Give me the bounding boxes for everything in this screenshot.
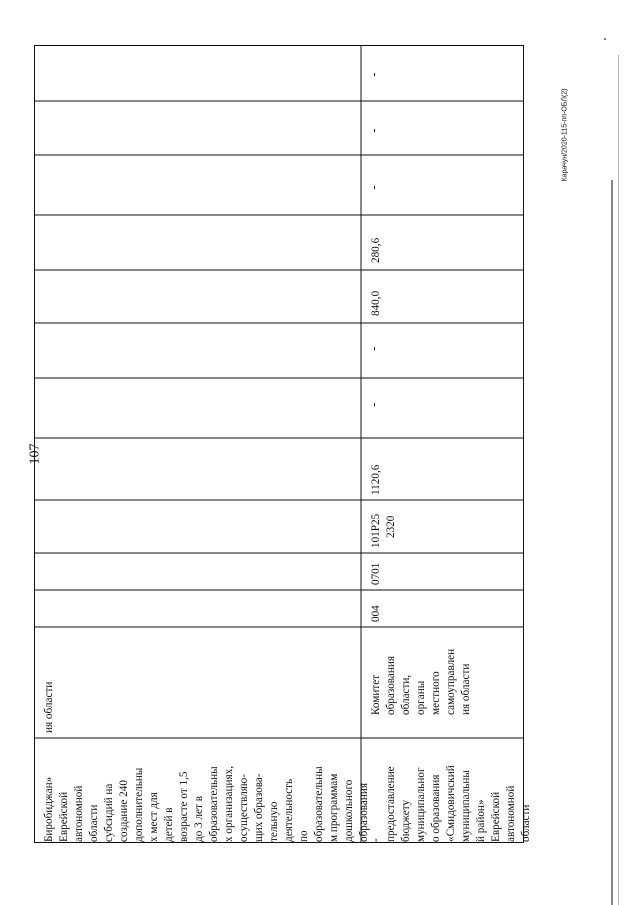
text-line: х мест для [148,792,160,842]
table-grid [34,45,524,843]
text-line: предоставление [385,766,397,842]
text-line: по [298,830,310,842]
text-line: самоуправлен [445,648,457,715]
text-line: деятельность [283,778,295,842]
page-number: 107 [27,443,42,465]
text-line: ия области [43,681,55,733]
row2-year7-value: - [366,72,381,77]
text-line: ия области [460,663,472,715]
text-line: 0701 [370,562,382,585]
text-line: «Смидовичский [445,765,457,842]
text-line: возрасте от 1,5 [178,771,190,842]
text-line: х организациях, [223,765,235,842]
text-line: м программам [328,773,340,842]
row2-year5-value: - [366,185,381,190]
text-line: бюджету [400,799,412,842]
text-line: субсидий на [103,783,115,842]
table-border [35,46,524,843]
text-line: 2320 [385,515,397,538]
scan-edge-mark [618,55,619,905]
text-line: области, [400,674,412,715]
text-line: муниципальног [415,767,427,842]
text-line: муниципальны [460,770,472,842]
text-line: автономной [73,785,85,842]
text-line: Комитет [370,674,382,715]
budget-table [34,45,532,843]
row2-year2-value: - [366,346,381,351]
text-line: 1120,6 [370,464,382,495]
row2-year6-value: - [366,128,381,133]
text-line: автономной [505,785,517,842]
text-line: о образования [430,774,442,842]
text-line: 280,6 [370,237,382,263]
text-line: местного [430,671,442,715]
document-registration-code: Карачун/2020-115-пп-ОБЛ(2) [561,88,569,182]
text-line: Еврейской [58,791,70,842]
text-line: органы [415,680,427,715]
text-line: дополнительны [133,767,145,842]
text-line: 840,0 [370,290,382,316]
row2-year1-value: - [366,402,381,407]
text-line: 004 [370,605,382,622]
text-line: образовательны [313,766,325,842]
text-line: Еврейской [490,791,502,842]
text-line: образовательны [208,766,220,842]
scan-edge-mark [611,180,613,905]
text-line: детей в [163,807,175,842]
text-line: щих образова- [253,773,265,842]
text-line: й район» [475,799,487,842]
text-line: Биробиджан» [43,776,55,842]
text-line: дошкольного [343,779,355,842]
text-line: - [370,838,382,842]
text-line: области [520,804,532,842]
text-line: образования [358,782,370,842]
text-line: образования [385,655,397,715]
text-line: до 3 лет в [193,796,205,842]
text-line: осуществляю- [238,774,250,842]
text-line: области [88,804,100,842]
text-line: тельную [268,801,280,842]
text-line: 101Р25 [370,513,382,548]
text-line: создание 240 [118,780,130,842]
scan-speck [604,38,606,40]
